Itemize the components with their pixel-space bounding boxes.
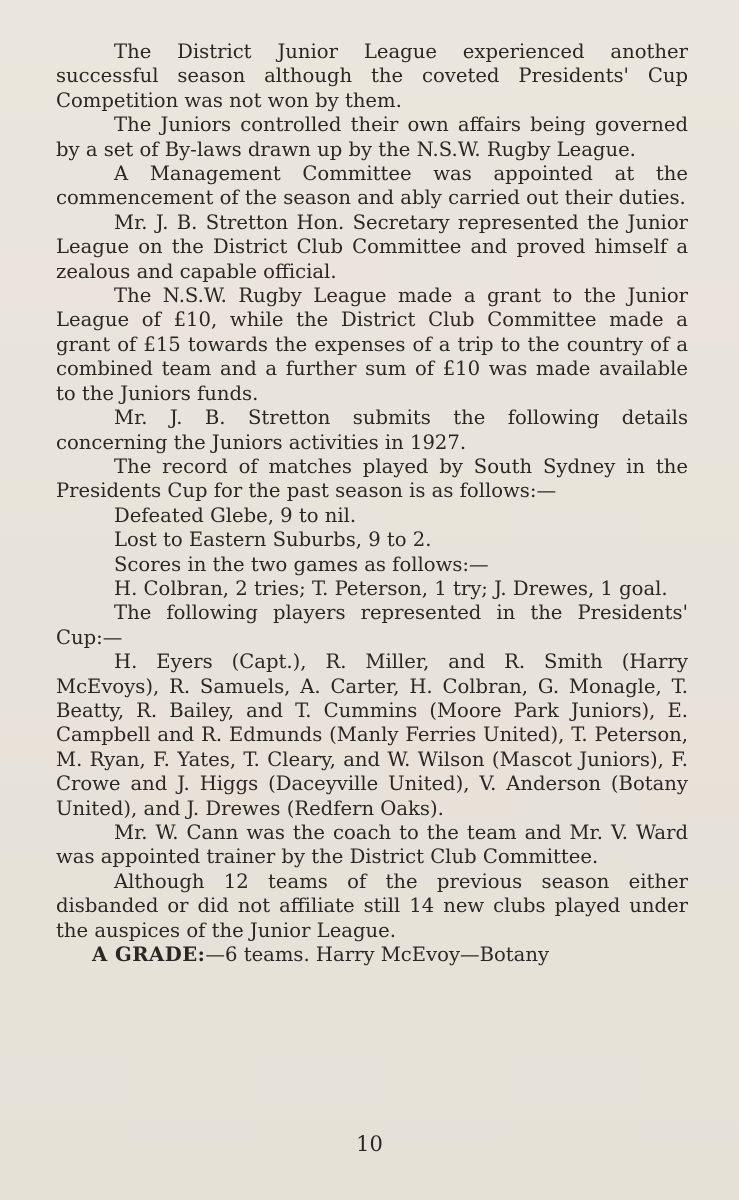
page-number: 10: [356, 1132, 383, 1156]
paragraph: The Juniors controlled their own affairs being governed by a set of By-laws drawn up by the N.S.W. Rugby League.: [56, 113, 688, 161]
players-list: H. Eyers (Capt.), R. Miller, and R. Smith (Harry McEvoys), R. Samuels, A. Carter, H. Colbran, G. Monagle, T. Beatty, R. Bailey, and T. Cummins (Moore Park Juniors), E. Campbell and R. Edmunds (Manly Ferries United), T. Peterson, M. Ryan, F. Yates, T. Cleary, and W. Wilson (Mascot Juniors), F. Crowe and J. Higgs (Daceyville United), V. Anderson (Botany United), and J. Drewes (Redfern Oaks).: [56, 650, 688, 820]
paragraph: The N.S.W. Rugby League made a grant to the Junior League of £10, while the District Club Committee made a grant of £15 towards the expenses of a trip to the country of a combined team and a further sum of £10 was made available to the Juniors funds.: [56, 284, 688, 405]
paragraph: Mr. J. B. Stretton Hon. Secretary represented the Junior League on the District Club Committee and proved himself a zealous and capable official.: [56, 210, 688, 283]
paragraph: The record of matches played by South Sydney in the Presidents Cup for the past season is as follows:—: [56, 454, 688, 503]
body-text: [56, 40, 688, 967]
paragraph: Scores in the two games as follows:—: [114, 552, 489, 576]
paragraph: A Management Committee was appointed at the commencement of the season and ably carried out their duties.: [56, 162, 688, 210]
paragraph: Mr. W. Cann was the coach to the team and Mr. V. Ward was appointed trainer by the District Club Committee.: [56, 821, 688, 869]
scores-line: H. Colbran, 2 tries; T. Peterson, 1 try; J. Drewes, 1 goal.: [114, 576, 668, 600]
paragraph: The following players represented in the Presidents' Cup:—: [56, 601, 688, 649]
grade-line: [56, 943, 688, 967]
match-result: Lost to Eastern Suburbs, 9 to 2.: [114, 528, 432, 552]
match-result: Defeated Glebe, 9 to nil.: [114, 503, 357, 527]
paragraph: The District Junior League experienced another successful season although the coveted Presidents' Cup Competition was not won by them.: [56, 40, 688, 112]
paragraph: Although 12 teams of the previous season either disbanded or did not affiliate still 14 new clubs played under the auspices of the Junior League.: [56, 869, 688, 942]
paragraph: Mr. J. B. Stretton submits the following details concerning the Juniors activities in 1927.: [56, 406, 688, 454]
grade-label: A GRADE:: [92, 943, 206, 967]
grade-text: —6 teams. Harry McEvoy—Botany: [205, 943, 550, 967]
